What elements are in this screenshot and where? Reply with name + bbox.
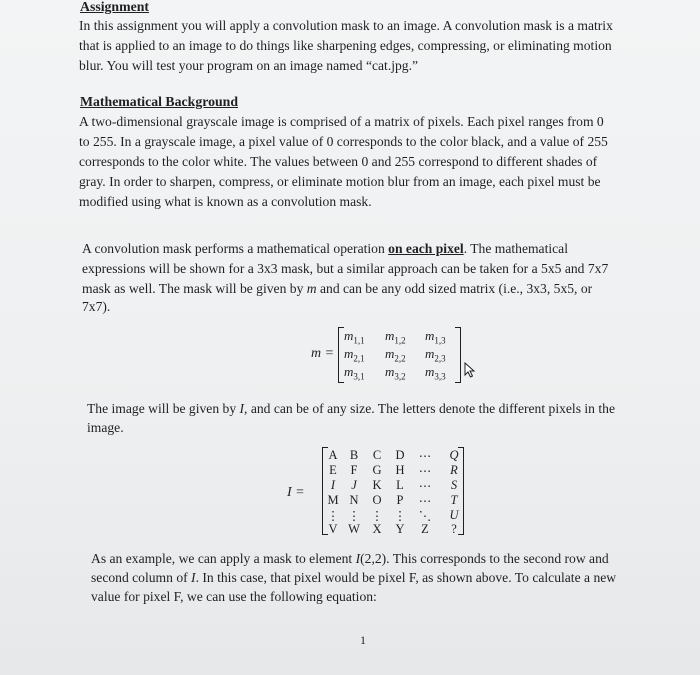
image-cell: T — [450, 493, 458, 507]
image-cell: W — [348, 522, 360, 536]
mask-cell: $m_{3,1}$ — [344, 364, 365, 382]
image-cell: A — [328, 448, 338, 462]
background-line: A two-dimensional grayscale image is comprised of a matrix of pixels. Each pixel ranges from 0 — [79, 114, 604, 129]
image-cell: X — [372, 522, 382, 536]
assignment-line: In this assignment you will apply a convolution mask to an image. A convolution mask is a matrix — [79, 18, 613, 33]
image-cell: ⋮ — [347, 509, 361, 523]
example-paragraph-line: second column of I. In this case, that pixel would be pixel F, as shown above. To calculate a new — [91, 570, 617, 585]
image-cell: ⋯ — [418, 494, 432, 508]
image-cell: D — [395, 448, 405, 462]
image-cell: Y — [395, 522, 405, 536]
image-cell: G — [372, 463, 382, 477]
image-cell: I — [330, 478, 336, 492]
mask-paragraph-line: mask as well. The mask will be given by m and can be any odd sized matrix (i.e., 3x3, 5x5, or — [82, 281, 593, 296]
image-cell: P — [396, 493, 404, 507]
background-line: gray. In order to sharpen, compress, or eliminate motion blur from an image, each pixel must be — [79, 174, 601, 189]
image-cell: ⋮ — [393, 509, 407, 523]
mask-cell: $m_{2,1}$ — [344, 346, 365, 364]
image-cell: ? — [451, 522, 457, 536]
mask-cell: $m_{3,2}$ — [385, 364, 406, 382]
image-cell: N — [349, 493, 359, 507]
mask-cell: $m_{2,3}$ — [425, 346, 446, 364]
mask-cell: $m_{2,2}$ — [385, 346, 406, 364]
emphasis-on-each-pixel: on each pixel — [388, 241, 464, 256]
image-cell: ⋯ — [418, 449, 432, 463]
image-matrix-label: I = — [287, 485, 305, 500]
mask-paragraph-line: expressions will be shown for a 3x3 mask, but a similar approach can be taken for a 5x5 and 7x7 — [82, 261, 609, 276]
example-paragraph-line: value for pixel F, we can use the following equation: — [91, 589, 377, 604]
image-cell: Z — [421, 522, 429, 536]
image-cell: ⋯ — [418, 464, 432, 478]
assignment-line: that is applied to an image to do things like sharpening edges, compressing, or eliminating motion — [79, 38, 612, 53]
image-cell: ⋱ — [418, 509, 432, 523]
example-paragraph-line: As an example, we can apply a mask to element I(2,2). This corresponds to the second row and — [91, 551, 609, 566]
mask-right-bracket — [455, 327, 461, 383]
mouse-pointer-icon — [463, 362, 477, 378]
background-line: corresponds to the color white. The values between 0 and 255 correspond to different shades of — [79, 154, 598, 169]
mask-matrix-label: m = — [311, 346, 335, 361]
page-number: 1 — [360, 633, 366, 647]
assignment-line: blur. You will test your program on an image named “cat.jpg.” — [79, 58, 419, 73]
image-cell: M — [327, 493, 339, 507]
image-paragraph-line: image. — [87, 420, 124, 435]
image-cell: C — [372, 448, 382, 462]
image-cell: K — [372, 478, 382, 492]
image-cell: S — [450, 478, 458, 492]
image-cell: E — [329, 463, 337, 477]
image-cell: O — [372, 493, 382, 507]
assignment-heading: Assignment — [80, 0, 149, 14]
mask-cell: $m_{1,1}$ — [344, 328, 365, 346]
image-cell: L — [396, 478, 404, 492]
image-cell: U — [449, 508, 459, 522]
image-cell: J — [351, 478, 357, 492]
mask-paragraph-line: A convolution mask performs a mathematical operation on each pixel. The mathematical — [82, 241, 568, 256]
image-cell: V — [328, 522, 338, 536]
mask-cell: $m_{1,3}$ — [425, 328, 446, 346]
image-cell: R — [450, 463, 458, 477]
background-line: to 255. In a grayscale image, a pixel value of 0 corresponds to the color black, and a value of 255 — [79, 134, 608, 149]
background-line: modified using what is known as a convolution mask. — [79, 194, 372, 209]
image-paragraph-line: The image will be given by I, and can be of any size. The letters denote the different pixels in the — [87, 401, 615, 416]
image-cell: ⋯ — [418, 479, 432, 493]
image-cell: B — [349, 448, 359, 462]
image-cell: ⋮ — [326, 509, 340, 523]
mask-cell: $m_{3,3}$ — [425, 364, 446, 382]
mask-paragraph-line: 7x7). — [82, 299, 111, 314]
image-cell: ⋮ — [370, 509, 384, 523]
image-cell: F — [350, 463, 358, 477]
mask-cell: $m_{1,2}$ — [385, 328, 406, 346]
image-cell: H — [395, 463, 405, 477]
image-cell: Q — [449, 448, 459, 462]
background-heading: Mathematical Background — [80, 94, 239, 109]
